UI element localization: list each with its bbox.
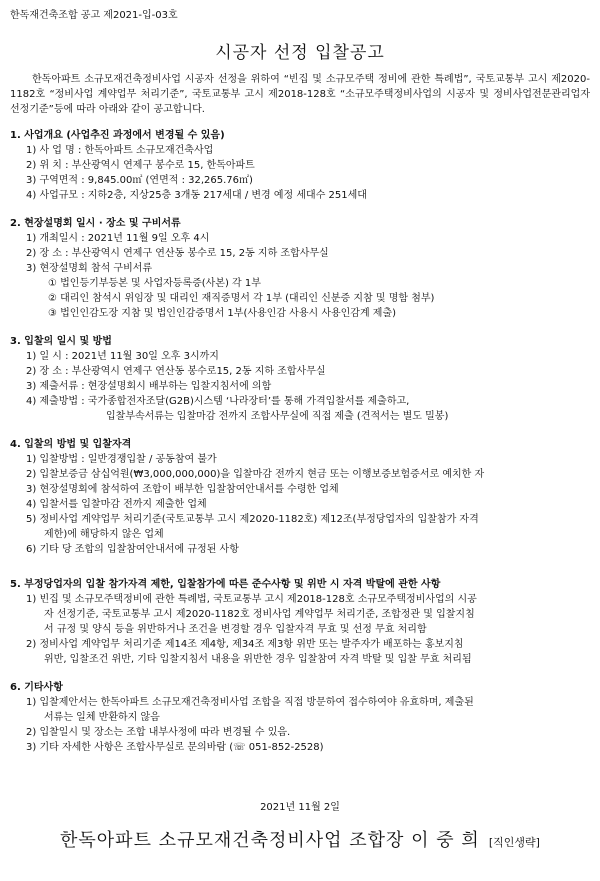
section-project-overview	[10, 128, 590, 203]
signature-line	[0, 826, 600, 852]
sub-list-item: ① 법인등기부등본 및 사업자등록증(사본) 각 1부	[48, 278, 261, 289]
section-restrictions	[10, 577, 590, 667]
list-item: 2) 정비사업 계약업무 처리기준 제14조 제4항, 제34조 제3항 위반 또는 발주자가 배포하는 홍보지침	[26, 639, 464, 650]
seal-omitted-note: [직인생략]	[488, 836, 540, 849]
list-item: 6) 기타 당 조합의 입찰참여안내서에 규정된 사항	[26, 544, 239, 555]
list-item: 5) 정비사업 계약업무 처리기준(국토교통부 고시 제2020-1182호) 제12조(부정당업자의 입찰참가 자격	[26, 514, 479, 525]
list-item-continuation: 입찰부속서류는 입찰마감 전까지 조합사무실에 직접 제출 (견적서는 별도 밀봉)	[106, 411, 449, 422]
list-item: 3) 현장설명회에 참석하여 조합이 배부한 입찰참여안내서를 수령한 업체	[26, 484, 339, 495]
notice-date: 2021년 11월 2일	[260, 802, 340, 813]
list-item: 2) 입찰일시 및 장소는 조합 내부사정에 따라 변경될 수 있음.	[26, 727, 291, 738]
list-item: 3) 현장설명회 참석 구비서류	[26, 263, 153, 274]
list-item: 1) 입찰방법 : 일반경쟁입찰 / 공동참여 불가	[26, 454, 217, 465]
list-item-continuation: 위반, 입찰조건 위반, 기타 입찰지침서 내용을 위반한 경우 입찰참여 자격 박탈 및 입찰 무효 처리됨	[44, 654, 472, 665]
list-item: 2) 장 소 : 부산광역시 연제구 연산동 봉수로 15, 2동 지하 조합사무실	[26, 248, 329, 259]
list-item: 3) 구역면적 : 9,845.00㎡ (연면적 : 32,265.76㎡)	[26, 175, 253, 186]
list-item: 1) 사 업 명 : 한독아파트 소규모재건축사업	[26, 145, 214, 156]
organization-name: 한독아파트 소규모재건축정비사업 조합장 이 중 희	[60, 830, 480, 851]
section-title: 5. 부정당업자의 입찰 참가자격 제한, 입찰참가에 따른 준수사항 및 위반 시 자격 박탈에 관한 사항	[10, 579, 441, 590]
section-bid-qualification	[10, 437, 590, 557]
list-item: 1) 빈집 및 소규모주택정비에 관한 특례법, 국토교통부 고시 제2018-128호 소규모주택정비사업의 시공	[26, 594, 477, 605]
list-item: 1) 일 시 : 2021년 11월 30일 오후 3시까지	[26, 351, 219, 362]
list-item-continuation: 서 규정 및 양식 등을 위반하거나 조건을 변경할 경우 입찰자격 무효 및 선정 무효 처리함	[44, 624, 427, 635]
list-item-continuation: 제한)에 해당하지 않은 업체	[44, 529, 164, 540]
section-bid-schedule	[10, 334, 590, 424]
section-title: 4. 입찰의 방법 및 입찰자격	[10, 439, 132, 450]
list-item-continuation: 자 선정기준, 국토교통부 고시 제2020-1182호 정비사업 계약업무 처리기준, 조합정관 및 입찰지침	[44, 609, 475, 620]
section-title: 3. 입찰의 일시 및 방법	[10, 336, 112, 347]
list-item: 2) 위 치 : 부산광역시 연제구 봉수로 15, 한독아파트	[26, 160, 255, 171]
section-title: 1. 사업개요 (사업추진 과정에서 변경될 수 있음)	[10, 130, 225, 141]
page-title: 시공자 선정 입찰공고	[215, 43, 385, 63]
list-item: 1) 입찰제안서는 한독아파트 소규모재건축정비사업 조합을 직접 방문하여 접수하여야 유효하며, 제출된	[26, 697, 474, 708]
list-item: 4) 사업규모 : 지하2층, 지상25층 3개동 217세대 / 변경 예정 세대수 251세대	[26, 190, 367, 201]
sections	[10, 128, 590, 768]
list-item: 2) 입찰보증금 삼십억원(₩3,000,000,000)을 입찰마감 전까지 현금 또는 이행보증보험증서로 예치한 자	[26, 469, 485, 480]
list-item: 3) 제출서류 : 현장설명회시 배부하는 입찰지침서에 의함	[26, 381, 272, 392]
list-item-continuation: 서류는 일체 반환하지 않음	[44, 712, 160, 723]
list-item: 4) 입찰서를 입찰마감 전까지 제출한 업체	[26, 499, 207, 510]
section-site-briefing	[10, 216, 590, 321]
sub-list-item: ② 대리인 참석시 위임장 및 대리인 재직증명서 각 1부 (대리인 신분증 지참 및 명함 첨부)	[48, 293, 435, 304]
section-misc	[10, 680, 590, 755]
document-number: 한독재건축조합 공고 제2021-입-03호	[10, 10, 178, 21]
section-title: 2. 현장설명회 일시 · 장소 및 구비서류	[10, 218, 181, 229]
intro-paragraph: 한독아파트 소규모재건축정비사업 시공자 선정을 위하여 “빈집 및 소규모주택 정비에 관한 특례법”, 국토교통부 고시 제2020-1182호 “정비사업 계약업무 처리기준”, 국토교통부 고시 제2018-128호 “소규모주택정비사업의 시공자 및 정비사업전문관리업자 선정기준”등에 따라 아래와 같이 공고합니다.	[10, 74, 590, 115]
list-item: 3) 기타 자세한 사항은 조합사무실로 문의바람 (☏ 051-852-2528)	[26, 742, 324, 753]
list-item: 1) 개최일시 : 2021년 11월 9일 오후 4시	[26, 233, 210, 244]
sub-list-item: ③ 법인인감도장 지참 및 법인인감증명서 1부(사용인감 사용시 사용인감계 제출)	[48, 308, 397, 319]
section-title: 6. 기타사항	[10, 682, 63, 693]
list-item: 4) 제출방법 : 국가종합전자조달(G2B)시스템 ‘나라장터’를 통해 가격입찰서를 제출하고,	[26, 396, 410, 407]
list-item: 2) 장 소 : 부산광역시 연제구 연산동 봉수로15, 2동 지하 조합사무실	[26, 366, 326, 377]
